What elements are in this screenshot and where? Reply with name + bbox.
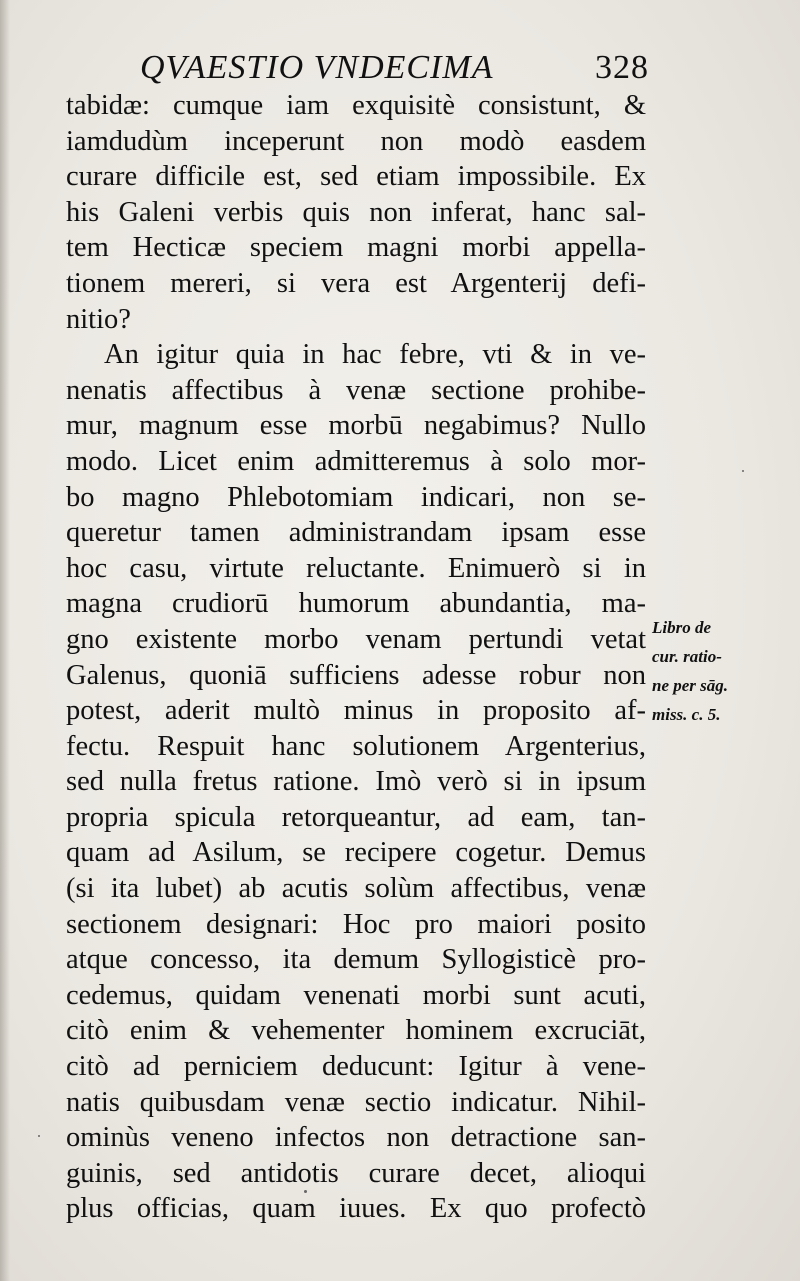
text-line: (si ita lubet) ab acutis solùm affectibus, venæ: [66, 873, 646, 905]
text-line: his Galeni verbis quis non inferat, hanc sal-: [66, 196, 646, 228]
text-line: sectionem designari: Hoc pro maiori posito: [66, 908, 646, 940]
text-line: magna crudiorū humorum abundantia, ma-: [66, 588, 646, 620]
text-line: bo magno Phlebotomiam indicari, non se-: [66, 481, 646, 513]
text-line: tem Hecticæ speciem magni morbi appella-: [66, 232, 646, 264]
text-line: propria spicula retorqueantur, ad eam, tan-: [66, 801, 646, 833]
text-line: gno existente morbo venam pertundi vetat: [66, 623, 646, 655]
text-line: cedemus, quidam venenati morbi sunt acuti,: [66, 979, 646, 1011]
paper-speck: [38, 1135, 40, 1137]
margin-note-line: ne per sāg.: [652, 676, 729, 695]
text-line: plus officias, quam iuues. Ex quo profectò: [66, 1193, 646, 1225]
text-line: nitio?: [66, 303, 131, 335]
margin-note-line: Libro de: [652, 618, 712, 637]
text-line: queretur tamen administrandam ipsam esse: [66, 517, 646, 549]
running-title: QVAESTIO VNDECIMA: [140, 49, 494, 86]
text-line: nenatis affectibus à venæ sectione prohibe-: [66, 374, 646, 406]
running-header: [140, 44, 649, 92]
text-line: atque concesso, ita demum Syllogisticè pro-: [66, 944, 646, 976]
text-line: natis quibusdam venæ sectio indicatur. Nihil-: [66, 1086, 646, 1118]
text-line: potest, aderit multò minus in proposito af-: [66, 695, 646, 727]
text-line: fectu. Respuit hanc solutionem Argenterius,: [66, 730, 646, 762]
text-line: tabidæ: cumque iam exquisitè consistunt, &: [66, 90, 646, 121]
text-line: mur, magnum esse morbū negabimus? Nullo: [66, 410, 646, 442]
text-line: sed nulla fretus ratione. Imò verò si in ipsum: [66, 766, 646, 798]
text-line: modo. Licet enim admitteremus à solo mor-: [66, 445, 646, 477]
page-number: 328: [595, 49, 649, 86]
text-line: tionem mereri, si vera est Argenterij defi-: [66, 267, 646, 299]
text-line: iamdudùm inceperunt non modò easdem: [66, 125, 646, 157]
page-edge-shadow: [0, 0, 10, 1281]
main-text: [66, 88, 646, 1227]
paper-speck: [742, 470, 744, 472]
paper-speck: [304, 1190, 307, 1193]
text-line: Galenus, quoniā sufficiens adesse robur non: [66, 659, 646, 691]
text-line: curare difficile est, sed etiam impossibile. Ex: [66, 161, 646, 193]
margin-note-line: cur. ratio-: [652, 647, 722, 666]
text-line: guinis, sed antidotis curare decet, alioqui: [66, 1157, 646, 1189]
margin-note: [652, 613, 792, 729]
text-line: quam ad Asilum, se recipere cogetur. Demus: [66, 837, 646, 869]
margin-note-line: miss. c. 5.: [652, 705, 721, 724]
paragraph-first-line: An igitur quia in hac febre, vti & in ve-: [104, 339, 646, 371]
text-line: hoc casu, virtute reluctante. Enimuerò si in: [66, 552, 646, 584]
text-line: citò enim & vehementer hominem excruciāt,: [66, 1015, 646, 1047]
text-line: ominùs veneno infectos non detractione san-: [66, 1122, 646, 1154]
text-line: citò ad perniciem deducunt: Igitur à vene-: [66, 1051, 646, 1083]
